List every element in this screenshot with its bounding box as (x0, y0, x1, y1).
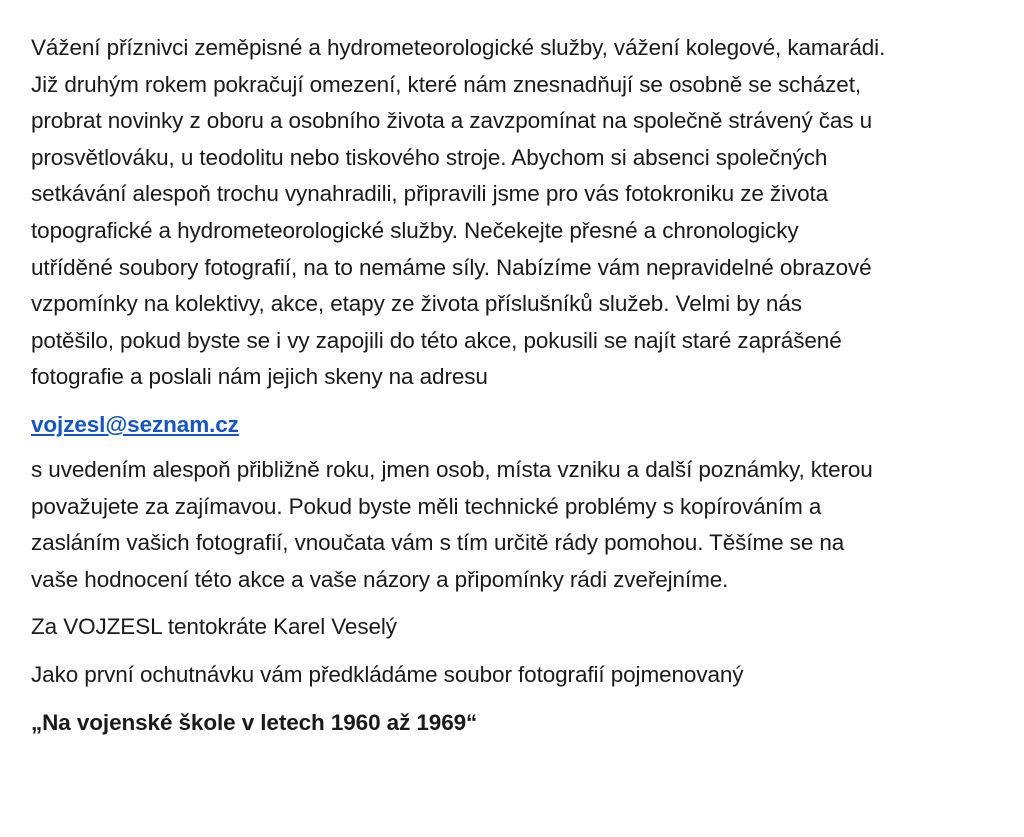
signature: Za VOJZESL tentokráte Karel Veselý (31, 614, 397, 640)
intro-line: vzpomínky na kolektivy, akce, etapy ze života příslušníků služeb. Velmi by nás (31, 291, 802, 317)
intro-line: prosvětlováku, u teodolitu nebo tiskového stroje. Abychom si absenci společných (31, 144, 828, 170)
intro-line: fotografie a poslali nám jejich skeny na adresu (31, 364, 488, 390)
details-line: zasláním vašich fotografií, vnoučata vám s tím určitě rády pomohou. Těšíme se na (31, 530, 845, 556)
intro-line: topografické a hydrometeorologické služby. Nečekejte přesné a chronologicky (31, 217, 799, 243)
details-line: s uvedením alespoň přibližně roku, jmen osob, místa vzniku a další poznámky, kterou (31, 456, 873, 482)
email-paragraph (31, 407, 1011, 443)
details-line: považujete za zajímavou. Pokud byste měli technické problémy s kopírováním a (31, 493, 822, 519)
teaser-paragraph: Jako první ochutnávku vám předkládáme soubor fotografií pojmenovaný (31, 661, 744, 687)
details-paragraph (31, 452, 1011, 598)
email-link[interactable]: vojzesl@seznam.cz (31, 411, 239, 437)
intro-line: Již druhým rokem pokračují omezení, které nám znesnadňují se osobně se scházet, (31, 71, 862, 97)
document-page (31, 30, 1011, 741)
intro-line: setkávání alespoň trochu vynahradili, připravili jsme pro vás fotokroniku ze života (31, 181, 829, 207)
intro-line: potěšilo, pokud byste se i vy zapojili do této akce, pokusili se najít staré zaprášené (31, 327, 842, 353)
intro-paragraph (31, 30, 1011, 396)
intro-line: Vážení příznivci zeměpisné a hydrometeorologické služby, vážení kolegové, kamarádi. (31, 35, 886, 60)
intro-line: probrat novinky z oboru a osobního života a zavzpomínat na společně strávený čas u (31, 108, 873, 134)
intro-line: utříděné soubory fotografií, na to nemáme síly. Nabízíme vám nepravidelné obrazové (31, 254, 872, 280)
series-title: „Na vojenské škole v letech 1960 až 1969“ (31, 709, 478, 735)
details-line: vaše hodnocení této akce a vaše názory a připomínky rádi zveřejníme. (31, 566, 729, 592)
